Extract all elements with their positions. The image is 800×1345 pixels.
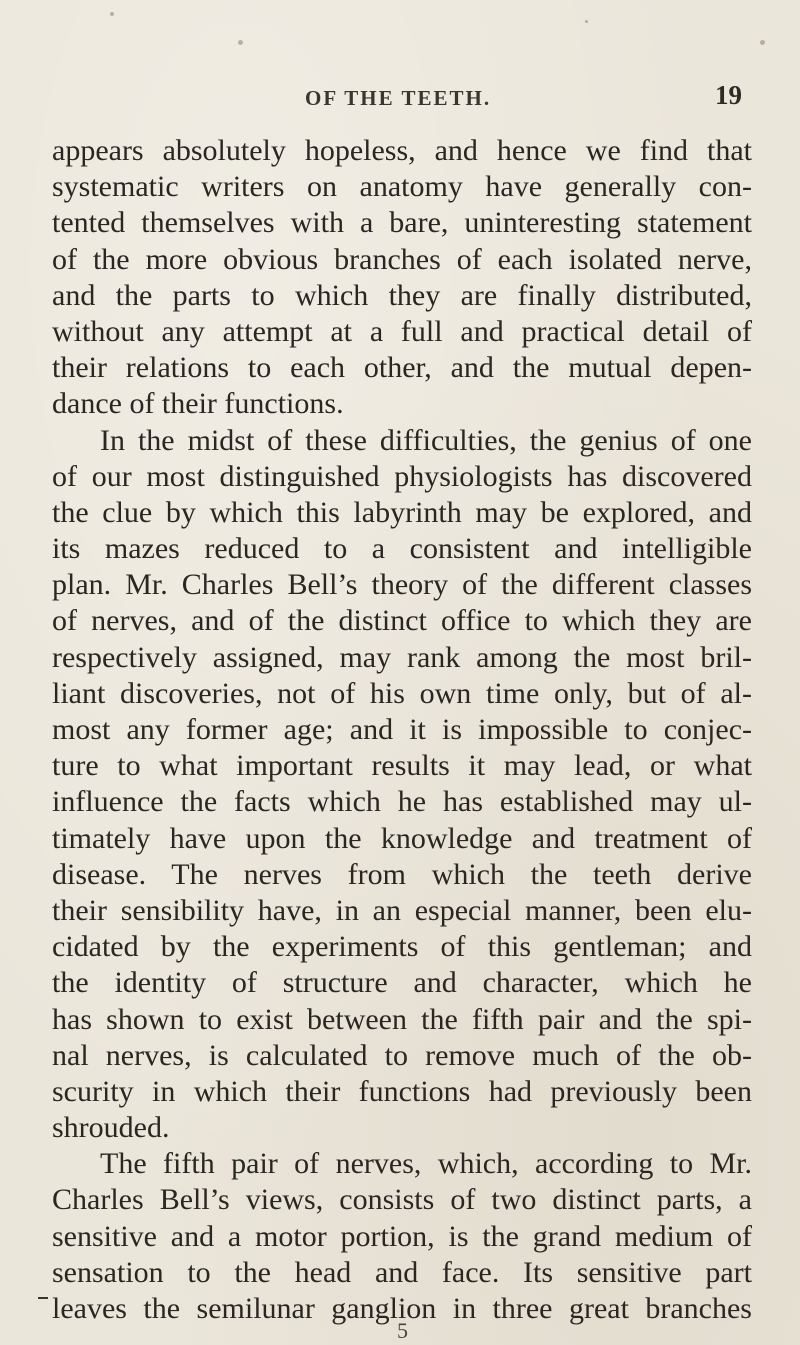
paper-speck — [585, 20, 588, 23]
text-line: the clue by which this labyrinth may be explored, and — [52, 495, 752, 529]
text-line: its mazes reduced to a consistent and intelligible — [52, 532, 752, 566]
text-line: has shown to exist between the fifth pair and the spi- — [52, 1002, 752, 1036]
paper-speck — [110, 12, 114, 16]
text-line: timately have upon the knowledge and treatment of — [52, 821, 752, 855]
text-line: and the parts to which they are finally distributed, — [52, 278, 752, 312]
text-line: respectively assigned, may rank among the most bril- — [52, 640, 752, 674]
paper-speck — [760, 40, 765, 45]
text-line: In the midst of these difficulties, the genius of one — [100, 423, 752, 457]
text-line: appears absolutely hopeless, and hence we find that — [52, 134, 752, 167]
text-line: their sensibility have, in an especial manner, been elu- — [52, 893, 752, 927]
text-line: tented themselves with a bare, uninteresting statement — [52, 206, 752, 240]
text-line: of nerves, and of the distinct office to which they are — [52, 604, 752, 638]
page-number: 19 — [715, 80, 742, 110]
text-line: Charles Bell’s views, consists of two distinct parts, a — [52, 1183, 752, 1217]
text-line: systematic writers on anatomy have generally con- — [52, 170, 752, 204]
signature-mark: 5 — [397, 1318, 408, 1343]
text-line: ture to what important results it may lead, or what — [52, 749, 752, 783]
text-line: The fifth pair of nerves, which, according to Mr. — [100, 1147, 752, 1181]
text-line: cidated by the experiments of this gentleman; and — [52, 930, 752, 964]
text-line: their relations to each other, and the mutual depen- — [52, 351, 752, 385]
text-line: the identity of structure and character, which he — [52, 966, 752, 1000]
text-line: most any former age; and it is impossible to conjec- — [52, 713, 752, 746]
text-line: dance of their functions. — [52, 387, 344, 421]
running-head: OF THE TEETH. — [305, 86, 492, 110]
text-line: disease. The nerves from which the teeth derive — [52, 857, 752, 891]
text-line: plan. Mr. Charles Bell’s theory of the different classes — [52, 568, 752, 602]
text-line: of our most distinguished physiologists has discovered — [52, 459, 752, 493]
text-line: nal nerves, is calculated to remove much of the ob- — [52, 1038, 752, 1072]
text-line: shrouded. — [52, 1111, 170, 1145]
text-line: without any attempt at a full and practical detail of — [52, 314, 752, 348]
text-line: liant discoveries, not of his own time only, but of al- — [52, 676, 752, 710]
text-line: sensation to the head and face. Its sensitive part — [52, 1255, 752, 1289]
text-line: scurity in which their functions had previously been — [52, 1074, 752, 1108]
text-line: leaves the semilunar ganglion in three great branches — [52, 1292, 752, 1325]
paper-speck — [238, 40, 243, 45]
text-line: of the more obvious branches of each isolated nerve, — [52, 242, 752, 276]
text-line: influence the facts which he has established may ul- — [52, 785, 752, 819]
margin-dash — [38, 1297, 48, 1299]
body-text — [52, 133, 752, 1327]
text-line: sensitive and a motor portion, is the grand medium of — [52, 1219, 752, 1253]
